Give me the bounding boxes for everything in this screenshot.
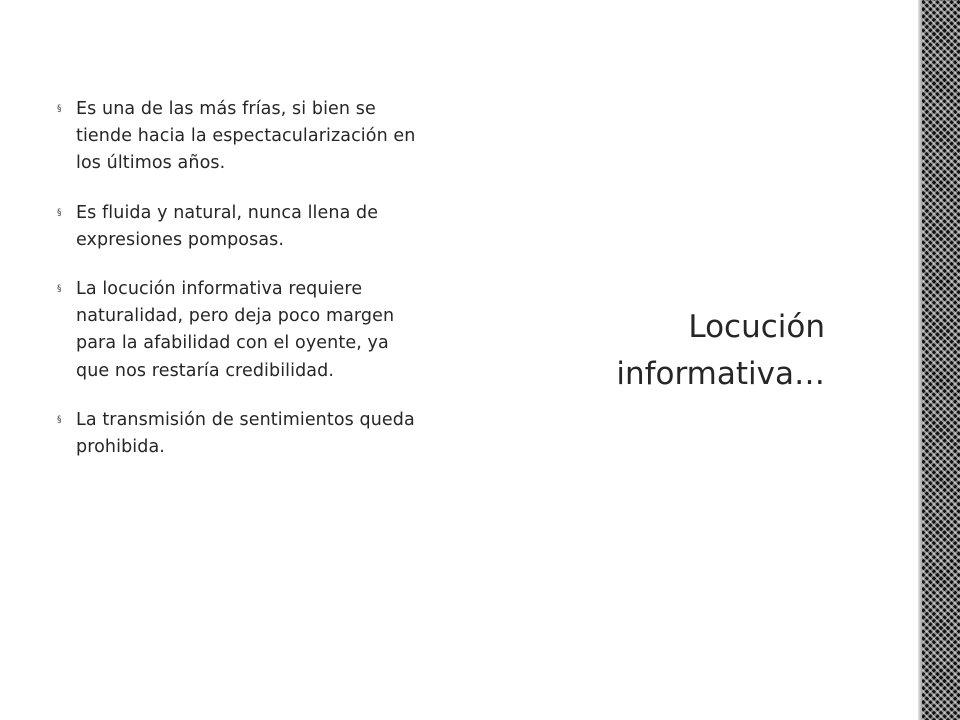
square-bullet-icon: § <box>57 104 62 114</box>
bullet-text: La locución informativa requiere naturalidad, pero deja poco margen para la afabilidad con el oyente, ya que nos restaría credibilidad. <box>76 279 395 381</box>
slide-title-line-1: Locución <box>688 309 825 345</box>
bullet-text: La transmisión de sentimientos queda prohibida. <box>76 409 415 458</box>
bullet-text: Es una de las más frías, si bien se tiende hacia la espectacularización en los últimos años. <box>76 99 416 174</box>
list-item <box>57 276 427 385</box>
slide-title <box>595 304 825 398</box>
list-item <box>57 407 427 461</box>
decorative-textured-border <box>922 0 960 720</box>
list-item <box>57 200 427 254</box>
square-bullet-icon: § <box>57 284 62 295</box>
bullet-text: Es fluida y natural, nunca llena de expresiones pomposas. <box>76 202 379 250</box>
square-bullet-icon: § <box>57 207 62 218</box>
square-bullet-icon: § <box>57 414 62 425</box>
list-item <box>57 96 427 178</box>
bullet-list <box>57 96 427 483</box>
slide-title-line-2: informativa… <box>616 356 825 392</box>
